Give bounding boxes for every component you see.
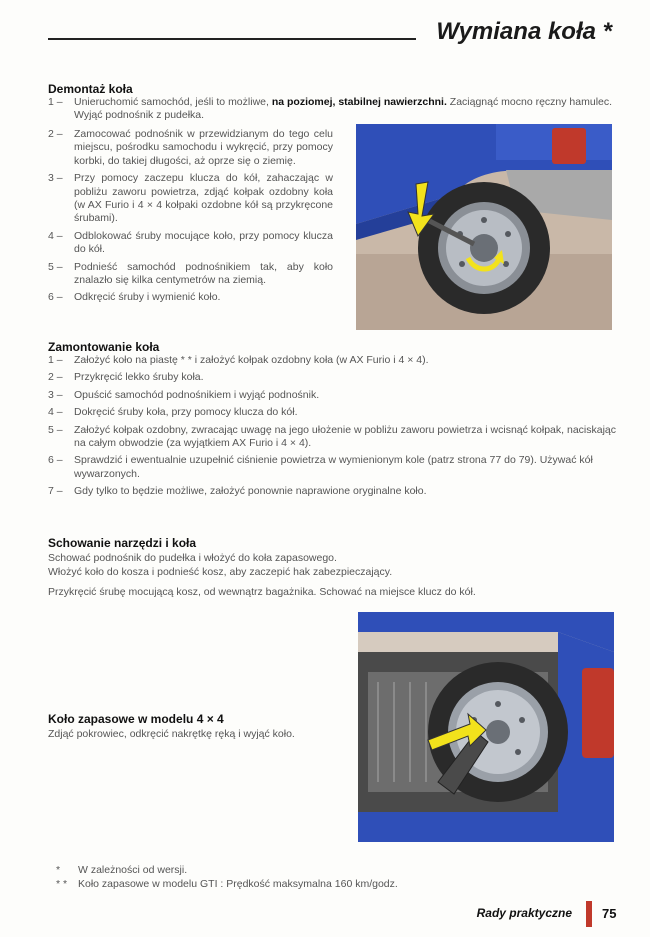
list-item: 6 – Odkręcić śruby i wymienić koło.	[48, 291, 221, 304]
list-item: 2 – Przykręcić lekko śruby koła.	[48, 371, 204, 384]
section-heading-demontaz: Demontaż koła	[48, 82, 133, 96]
header-rule	[48, 38, 416, 40]
list-item: 2 – Zamocować podnośnik w przewidzianym do tego celu miejscu, pośrodku samochodu i wykręcić, przy pomocy korbki, do takiej długości, aż oprze się o ziemię.	[48, 128, 333, 167]
footnote-2: * * Koło zapasowe w modelu GTI : Prędkość maksymalna 160 km/godz.	[56, 878, 398, 890]
spare-wheel-drawing	[358, 612, 614, 842]
page-number: 75	[602, 906, 617, 921]
schowanie-para-2: Włożyć koło do kosza i podnieść kosz, aby zaczepić hak zabezpieczający.	[48, 566, 393, 578]
section-heading-kolo-zapasowe: Koło zapasowe w modelu 4 × 4	[48, 712, 224, 726]
footer-accent-bar	[586, 901, 592, 927]
list-item: 7 – Gdy tylko to będzie możliwe, założyć ponownie naprawione oryginalne koło.	[48, 485, 427, 498]
section-heading-zamontowanie: Zamontowanie koła	[48, 340, 160, 354]
demontaz-list-top	[48, 96, 616, 127]
wheel-jack-drawing	[356, 124, 612, 330]
spare-wheel-illustration	[358, 612, 614, 842]
list-item: 3 – Przy pomocy zaczepu klucza do kół, zahaczając w pobliżu zaworu powietrza, zdjąć kołpak ozdobny koła (w AX Furio i 4 × 4 kołpaki ozdobne kół są przykręcone śrubami).	[48, 172, 333, 225]
list-item: 1 – Unieruchomić samochód, jeśli to możliwe, na poziomej, stabilnej nawierzchni. Zaciągnąć mocno ręczny hamulec. Wyjąć podnośnik z pudełka.	[48, 96, 613, 122]
list-item: 1 – Założyć koło na piastę * * i założyć kołpak ozdobny koła (w AX Furio i 4 × 4).	[48, 354, 429, 366]
page-title: Wymiana koła *	[436, 18, 612, 45]
list-item: 6 – Sprawdzić i ewentualnie uzupełnić ciśnienie powietrza w wymienionym kole (patrz strona 77 do 79). Używać kół wywarzonych.	[48, 454, 593, 480]
list-item: 5 – Podnieść samochód podnośnikiem tak, aby koło znalazło się kilka centymetrów na ziemią.	[48, 260, 333, 287]
section-heading-schowanie: Schowanie narzędzi i koła	[48, 536, 197, 550]
zamontowanie-list	[48, 354, 618, 503]
footnote-1: * W zależności od wersji.	[56, 864, 188, 876]
list-item: 5 – Założyć kołpak ozdobny, zwracając uwagę na jego ułożenie w pobliżu zaworu powietrza i wcisnąć kołpak, naciskając na całym obwodzie (za wyjątkiem AX Furio i 4 × 4).	[48, 423, 617, 450]
wheel-jack-illustration	[356, 124, 612, 330]
list-item: 4 – Dokręcić śruby koła, przy pomocy klucza do kół.	[48, 406, 298, 419]
footer-section-label: Rady praktyczne	[476, 906, 572, 920]
schowanie-para-1: Schować podnośnik do pudełka i włożyć do koła zapasowego.	[48, 552, 337, 564]
list-item: 4 – Odblokować śruby mocujące koło, przy pomocy klucza do kół.	[48, 229, 333, 256]
kolo-zapasowe-text: Zdjąć pokrowiec, odkręcić nakrętkę ręką i wyjąć koło.	[48, 728, 295, 740]
demontaz-list	[48, 128, 333, 309]
schowanie-para-3: Przykręcić śrubę mocującą kosz, od wewnątrz bagażnika. Schować na miejsce klucz do kół.	[48, 586, 476, 598]
list-item: 3 – Opuścić samochód podnośnikiem i wyjąć podnośnik.	[48, 388, 320, 401]
